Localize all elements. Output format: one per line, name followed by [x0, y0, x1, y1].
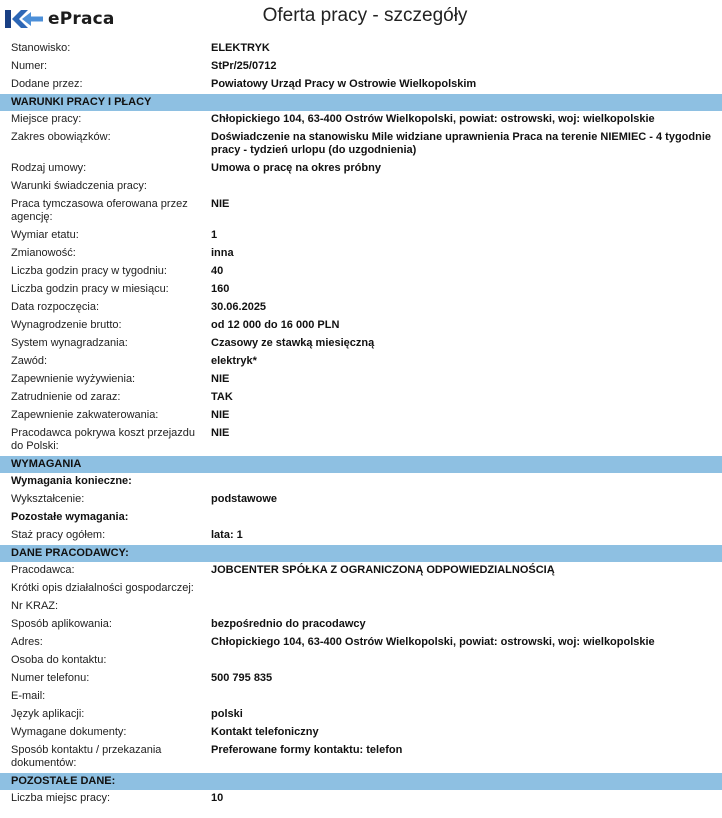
field-value: TAK — [211, 391, 233, 403]
field-row — [0, 227, 722, 245]
offer-table — [0, 40, 722, 808]
field-value — [200, 580, 722, 598]
field-value: 10 — [211, 792, 224, 804]
field-row — [0, 688, 722, 706]
field-value: polski — [211, 708, 243, 720]
field-label: Staż pracy ogółem: — [11, 529, 106, 541]
field-value: Umowa o pracę na okres próbny — [211, 162, 381, 174]
field-label: Stanowisko: — [11, 42, 71, 54]
field-label: Pracodawca: — [11, 564, 75, 576]
field-label: Warunki świadczenia pracy: — [11, 180, 147, 192]
field-value: 160 — [211, 283, 230, 295]
field-value: bezpośrednio do pracodawcy — [211, 618, 366, 630]
field-label: Miejsce pracy: — [11, 113, 82, 125]
pracodawca-section — [0, 545, 722, 562]
warunki-section — [0, 94, 722, 111]
pozostale-section — [0, 773, 722, 790]
field-row — [0, 353, 722, 371]
field-label: Rodzaj umowy: — [11, 162, 87, 174]
field-row — [0, 634, 722, 652]
field-label: Osoba do kontaktu: — [11, 654, 107, 666]
field-label: System wynagradzania: — [11, 337, 128, 349]
field-value: StPr/25/0712 — [211, 60, 277, 72]
field-value: Czasowy ze stawką miesięczną — [211, 337, 375, 349]
field-label: Wymiar etatu: — [11, 229, 79, 241]
field-label: Zmianowość: — [11, 247, 76, 259]
field-row — [0, 335, 722, 353]
field-row — [0, 245, 722, 263]
pozostale-rows — [0, 790, 722, 808]
field-value — [200, 178, 722, 196]
field-label: Numer: — [11, 60, 48, 72]
section-title: DANE PRACODAWCY: — [0, 545, 722, 562]
field-row — [0, 178, 722, 196]
field-value — [200, 688, 722, 706]
field-row — [0, 491, 722, 509]
field-label: Wymagane dokumenty: — [11, 726, 127, 738]
field-value: od 12 000 do 16 000 PLN — [211, 319, 340, 331]
field-row — [0, 58, 722, 76]
section-title: WARUNKI PRACY I PŁACY — [0, 94, 722, 111]
field-label: Dodane przez: — [11, 78, 83, 90]
other-requirements — [0, 509, 722, 527]
field-label: Numer telefonu: — [11, 672, 90, 684]
field-row — [0, 580, 722, 598]
field-label: Praca tymczasowa oferowana przez agencję: — [11, 198, 188, 223]
intro-group — [0, 40, 722, 94]
field-value: Chłopickiego 104, 63-400 Ostrów Wielkopolski, powiat: ostrowski, woj: wielkopolskie — [211, 636, 655, 648]
field-label: Pracodawca pokrywa koszt przejazdu do Polski: — [11, 427, 196, 452]
field-value: elektryk* — [211, 355, 257, 367]
field-row — [0, 425, 722, 456]
other-rows — [0, 527, 722, 545]
field-value: NIE — [211, 427, 230, 439]
field-value: ELEKTRYK — [211, 42, 270, 54]
field-label: Nr KRAZ: — [11, 600, 59, 612]
section-header — [0, 773, 722, 790]
warunki-rows — [0, 111, 722, 456]
logo-text: ePraca — [48, 9, 115, 29]
field-label: Zatrudnienie od zaraz: — [11, 391, 121, 403]
required-rows — [0, 491, 722, 509]
field-label: Wykształcenie: — [11, 493, 85, 505]
field-row — [0, 562, 722, 580]
field-label: Krótki opis działalności gospodarczej: — [11, 582, 194, 594]
field-label: Sposób kontaktu / przekazania dokumentów: — [11, 744, 162, 769]
field-label: Zapewnienie zakwaterowania: — [11, 409, 159, 421]
field-value: inna — [211, 247, 234, 259]
field-value: lata: 1 — [211, 529, 243, 541]
field-row — [0, 299, 722, 317]
field-row — [0, 724, 722, 742]
field-row — [0, 371, 722, 389]
field-row — [0, 40, 722, 58]
field-row — [0, 742, 722, 773]
field-value: NIE — [211, 373, 230, 385]
subsection-title: Wymagania konieczne: — [11, 475, 132, 487]
field-row — [0, 389, 722, 407]
field-row — [0, 652, 722, 670]
section-header — [0, 456, 722, 473]
field-value: 30.06.2025 — [211, 301, 267, 313]
section-title: POZOSTAŁE DANE: — [0, 773, 722, 790]
subsection-header — [0, 473, 722, 491]
field-row — [0, 111, 722, 129]
section-header — [0, 545, 722, 562]
field-label: Wynagrodzenie brutto: — [11, 319, 122, 331]
field-label: Data rozpoczęcia: — [11, 301, 100, 313]
field-value: 40 — [211, 265, 224, 277]
field-label: Liczba miejsc pracy: — [11, 792, 111, 804]
field-row — [0, 598, 722, 616]
field-value: JOBCENTER SPÓŁKA Z OGRANICZONĄ ODPOWIEDZIALNOŚCIĄ — [211, 564, 555, 576]
field-value: Doświadczenie na stanowisku Mile widziane uprawnienia Praca na terenie NIEMIEC - 4 tygodnie pracy - tydzień urlopu (do uzgodnienia) — [211, 131, 712, 156]
field-label: Adres: — [11, 636, 43, 648]
field-value: Powiatowy Urząd Pracy w Ostrowie Wielkopolskim — [211, 78, 477, 90]
field-value: Preferowane formy kontaktu: telefon — [211, 744, 403, 756]
field-row — [0, 670, 722, 688]
section-title: WYMAGANIA — [0, 456, 722, 473]
field-value: NIE — [211, 198, 230, 210]
field-row — [0, 616, 722, 634]
pracodawca-rows — [0, 562, 722, 773]
field-row — [0, 407, 722, 425]
field-row — [0, 706, 722, 724]
document-header — [0, 0, 722, 40]
field-label: Liczba godzin pracy w miesiącu: — [11, 283, 169, 295]
field-row — [0, 317, 722, 335]
field-row — [0, 790, 722, 808]
field-value: 1 — [211, 229, 218, 241]
field-value: podstawowe — [211, 493, 278, 505]
subsection-header — [0, 509, 722, 527]
field-row — [0, 263, 722, 281]
field-row — [0, 196, 722, 227]
field-label: E-mail: — [11, 690, 46, 702]
field-label: Zapewnienie wyżywienia: — [11, 373, 136, 385]
field-value: Kontakt telefoniczny — [211, 726, 319, 738]
field-label: Język aplikacji: — [11, 708, 85, 720]
subsection-title: Pozostałe wymagania: — [11, 511, 129, 523]
field-value — [200, 598, 722, 616]
field-row — [0, 527, 722, 545]
field-row — [0, 76, 722, 94]
field-row — [0, 129, 722, 160]
field-value: 500 795 835 — [211, 672, 273, 684]
page-title: Oferta pracy - szczegóły — [262, 5, 468, 26]
field-row — [0, 281, 722, 299]
field-label: Liczba godzin pracy w tygodniu: — [11, 265, 167, 277]
field-label: Sposób aplikowania: — [11, 618, 112, 630]
field-row — [0, 160, 722, 178]
section-header — [0, 94, 722, 111]
field-value: NIE — [211, 409, 230, 421]
field-label: Zawód: — [11, 355, 48, 367]
field-value: Chłopickiego 104, 63-400 Ostrów Wielkopolski, powiat: ostrowski, woj: wielkopolskie — [211, 113, 655, 125]
wymagania-section — [0, 456, 722, 491]
field-label: Zakres obowiązków: — [11, 131, 111, 143]
field-value — [200, 652, 722, 670]
